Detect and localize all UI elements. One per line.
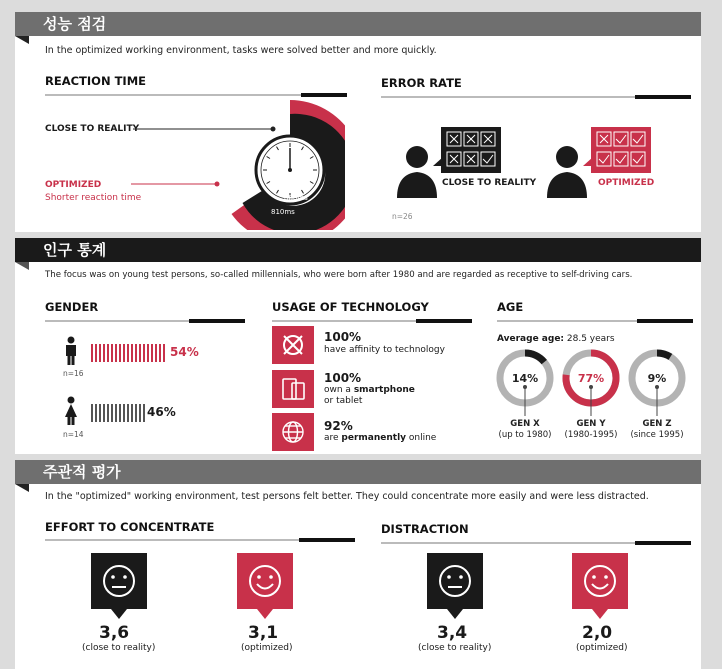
effort-opt-label: (optimized) [241,643,293,653]
age-group-name: GEN Y [576,419,606,429]
gender-bar [95,404,97,422]
tech-smartphone-text2: or tablet [324,396,363,406]
age-rule [497,320,693,322]
gender-bar [107,344,109,362]
smiley-face-icon [572,553,628,621]
performance-intro: In the optimized working environment, tasks were solved better and more quickly. [45,45,437,56]
distraction-opt-label: (optimized) [576,643,628,653]
gender-bar [147,344,149,362]
gender-bar [95,344,97,362]
age-group-range: (up to 1980) [498,430,552,440]
reaction-time-rule [45,94,347,96]
age-pct: 14% [511,372,539,385]
age-group-range: (since 1995) [630,430,684,440]
gender-bar [127,404,129,422]
effort-heading: EFFORT TO CONCENTRATE [45,520,215,534]
gender-bar [115,404,117,422]
average-age: Average age: 28.5 years [497,334,615,344]
gender-bar [99,344,101,362]
male-n: n=16 [63,369,84,378]
age-pct: 77% [577,372,605,385]
tech-smartphone-text: own a smartphone [324,385,415,395]
gender-bar [91,344,93,362]
affinity-icon [272,326,314,364]
gender-bar [103,344,105,362]
age-group-name: GEN Z [642,419,672,429]
age-ring-value [525,353,544,362]
age-group-range: (1980-1995) [564,430,618,440]
smartphone-icon [272,370,314,408]
gender-bar [111,344,113,362]
section-title-evaluation: 주관적 평가 [15,460,701,484]
female-icon [65,396,77,426]
age-donuts [493,348,693,453]
age-ring-value [657,353,670,357]
reaction-close-ms: 880ms [284,194,308,202]
neutral-face-icon [91,553,147,621]
error-optimized-label: OPTIMIZED [598,178,655,188]
female-n: n=14 [63,430,84,439]
tech-smartphone-pct: 100% [324,371,362,385]
male-icon [65,336,77,366]
neutral-face-icon [427,553,483,621]
age-connector-dot [655,385,659,389]
close-to-reality-person-icon [395,122,505,202]
gender-bar [143,404,145,422]
technology-heading: USAGE OF TECHNOLOGY [272,300,429,314]
female-bars [89,402,199,424]
effort-rule [45,539,355,541]
male-pct: 54% [170,345,199,359]
optimized-person-icon [545,122,655,202]
distraction-close-label: (close to reality) [418,643,492,653]
error-n: n=26 [392,212,413,221]
gender-bar [103,404,105,422]
smiley-face-icon [237,553,293,621]
gender-bar [139,344,141,362]
gender-bar [99,404,101,422]
tech-affinity-text: have affinity to technology [324,345,445,355]
gender-bar [119,404,121,422]
tech-affinity-pct: 100% [324,330,362,344]
tech-online-text: are permanently online [324,433,437,443]
gender-bar [143,344,145,362]
demographics-panel [15,238,701,454]
error-close-label: CLOSE TO REALITY [442,178,537,188]
performance-panel [15,12,701,232]
error-rate-rule [381,96,691,98]
banner-fold [15,262,29,270]
banner-fold [15,484,29,492]
gender-bar [135,404,137,422]
reaction-optimized-label: OPTIMIZED [45,180,102,190]
evaluation-intro: In the "optimized" working environment, test persons felt better. They could concentrate more easily and were less distracted. [45,491,649,502]
gender-bar [91,404,93,422]
gender-bar [107,404,109,422]
age-heading: AGE [497,300,524,314]
reaction-time-stopwatch-icon [125,100,345,230]
gender-bar [123,404,125,422]
gender-bar [123,344,125,362]
reaction-close-label: CLOSE TO REALITY [45,124,140,134]
section-title-performance: 성능 점검 [15,12,701,36]
gender-bar [139,404,141,422]
demographics-intro: The focus was on young test persons, so-called millennials, who were born after 1980 and are regarded as receptive to self-driving cars. [45,270,633,280]
gender-bar [155,344,157,362]
age-pct: 9% [647,372,667,385]
globe-icon [272,413,314,451]
gender-rule [45,320,245,322]
banner-fold [15,36,29,44]
gender-heading: GENDER [45,300,99,314]
female-pct: 46% [147,405,176,419]
effort-close-label: (close to reality) [82,643,156,653]
gender-bar [111,404,113,422]
gender-bar [127,344,129,362]
gender-bar [135,344,137,362]
evaluation-panel [15,460,701,669]
effort-close-value: 3,6 [99,623,130,643]
reaction-optimized-ms: 810ms [271,208,295,216]
tech-online-pct: 92% [324,419,353,433]
gender-bar [119,344,121,362]
effort-opt-value: 3,1 [248,623,279,643]
distraction-close-value: 3,4 [437,623,468,643]
error-rate-heading: ERROR RATE [381,76,462,90]
gender-bar [131,404,133,422]
gender-bar [131,344,133,362]
age-connector-dot [589,385,593,389]
section-title-demographics: 인구 통계 [15,238,701,262]
distraction-rule [381,542,691,544]
gender-bar [163,344,165,362]
gender-bar [151,344,153,362]
gender-bar [115,344,117,362]
age-group-name: GEN X [510,419,540,429]
distraction-heading: DISTRACTION [381,522,469,536]
reaction-time-heading: REACTION TIME [45,74,147,88]
reaction-optimized-note: Shorter reaction time [45,193,142,203]
technology-rule [272,320,472,322]
gender-bar [159,344,161,362]
distraction-opt-value: 2,0 [582,623,613,643]
age-connector-dot [523,385,527,389]
